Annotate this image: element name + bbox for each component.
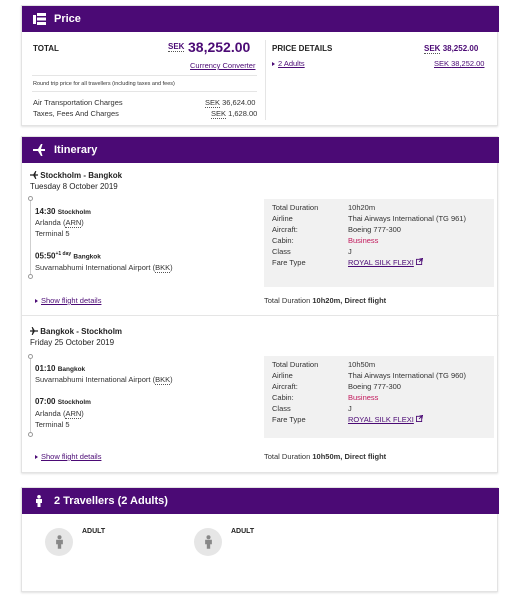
travellers-title: 2 Travellers (2 Adults) [54, 495, 168, 507]
person-icon [204, 535, 213, 549]
outbound-date: Tuesday 8 October 2019 [30, 182, 118, 191]
itinerary-header [22, 137, 499, 163]
outbound-route: Stockholm - Bangkok [30, 171, 122, 180]
price-card [21, 5, 498, 126]
person-icon [55, 535, 64, 549]
external-link-icon [416, 415, 423, 424]
price-tag-icon [32, 12, 46, 26]
outbound-dep-airport: Arlanda (ARN) [35, 218, 84, 227]
timeline-end-dot [28, 432, 33, 437]
return-show-details[interactable]: Show flight details [35, 452, 101, 461]
caret-right-icon [35, 299, 38, 303]
adults-amount: SEK 38,252.00 [434, 59, 485, 68]
price-column-divider [265, 40, 266, 120]
timeline-line [30, 359, 31, 432]
currency-converter-link[interactable]: Currency Converter [190, 61, 256, 70]
outbound-dep-terminal: Terminal 5 [35, 229, 70, 238]
price-details-label: PRICE DETAILS [272, 44, 333, 53]
return-arr-airport: Arlanda (ARN) [35, 409, 84, 418]
return-dep-airport: Suvarnabhumi International Airport (BKK) [35, 375, 173, 384]
caret-right-icon [272, 62, 275, 66]
return-departure: 01:10 Bangkok [35, 364, 86, 373]
price-divider-2 [32, 91, 257, 92]
taxes-label: Taxes, Fees And Charges [33, 109, 119, 118]
timeline-end-dot [28, 274, 33, 279]
travellers-header [22, 488, 499, 514]
return-arrival: 07:00 Stockholm [35, 397, 91, 406]
external-link-icon [416, 258, 423, 267]
total-label: TOTAL [33, 44, 59, 53]
outbound-fare-link[interactable]: ROYAL SILK FLEXI [348, 258, 414, 267]
outbound-show-details[interactable]: Show flight details [35, 296, 101, 305]
taxes-amount: SEK 1,628.00 [211, 109, 258, 118]
outbound-arr-airport: Suvarnabhumi International Airport (BKK) [35, 263, 173, 272]
price-note: Round trip price for all travellers (including taxes and fees) [33, 81, 175, 87]
return-arr-terminal: Terminal 5 [35, 420, 70, 429]
plane-icon [32, 143, 46, 157]
air-charges-label: Air Transportation Charges [33, 98, 123, 107]
return-details-panel: Total Duration 10h50m Airline Thai Airways International (TG 960) Aircraft: Boeing 777-300 Cabin: Business Class J Fare Type ROYAL SILK FLEXI [264, 356, 494, 438]
return-route: Bangkok - Stockholm [30, 327, 122, 336]
plane-arrival-icon [30, 327, 38, 336]
outbound-arrival: $05:50^{+1 day}$ Bangkok [35, 251, 101, 261]
return-summary: Total Duration 10h50m, Direct flight [264, 452, 387, 461]
travellers-card [21, 487, 498, 592]
return-fare-link[interactable]: ROYAL SILK FLEXI [348, 415, 414, 424]
plane-departure-icon [30, 171, 38, 180]
leg-divider [22, 315, 499, 316]
return-date: Friday 25 October 2019 [30, 338, 115, 347]
outbound-summary: Total Duration 10h20m, Direct flight [264, 296, 387, 305]
air-charges-amount: SEK 36,624.00 [205, 98, 256, 107]
traveller-type: ADULT [82, 528, 106, 535]
outbound-details-panel: Total Duration 10h20m Airline Thai Airways International (TG 961) Aircraft: Boeing 777-300 Cabin: Business Class J Fare Type ROYAL SILK FLEXI [264, 199, 494, 287]
total-currency: SEK [168, 42, 185, 51]
person-icon [32, 494, 46, 508]
price-header [22, 6, 499, 32]
price-title: Price [54, 13, 81, 25]
itinerary-title: Itinerary [54, 144, 98, 156]
price-divider [32, 75, 257, 76]
avatar [45, 528, 73, 556]
traveller-type: ADULT [231, 528, 255, 535]
price-details-total: SEK 38,252.00 [424, 44, 479, 53]
caret-right-icon [35, 455, 38, 459]
adults-link[interactable]: 2 Adults [272, 59, 305, 68]
timeline-line [30, 201, 31, 274]
avatar [194, 528, 222, 556]
outbound-departure: 14:30 Stockholm [35, 207, 91, 216]
itinerary-card [21, 136, 498, 473]
total-amount: 38,252.00 [188, 39, 251, 55]
